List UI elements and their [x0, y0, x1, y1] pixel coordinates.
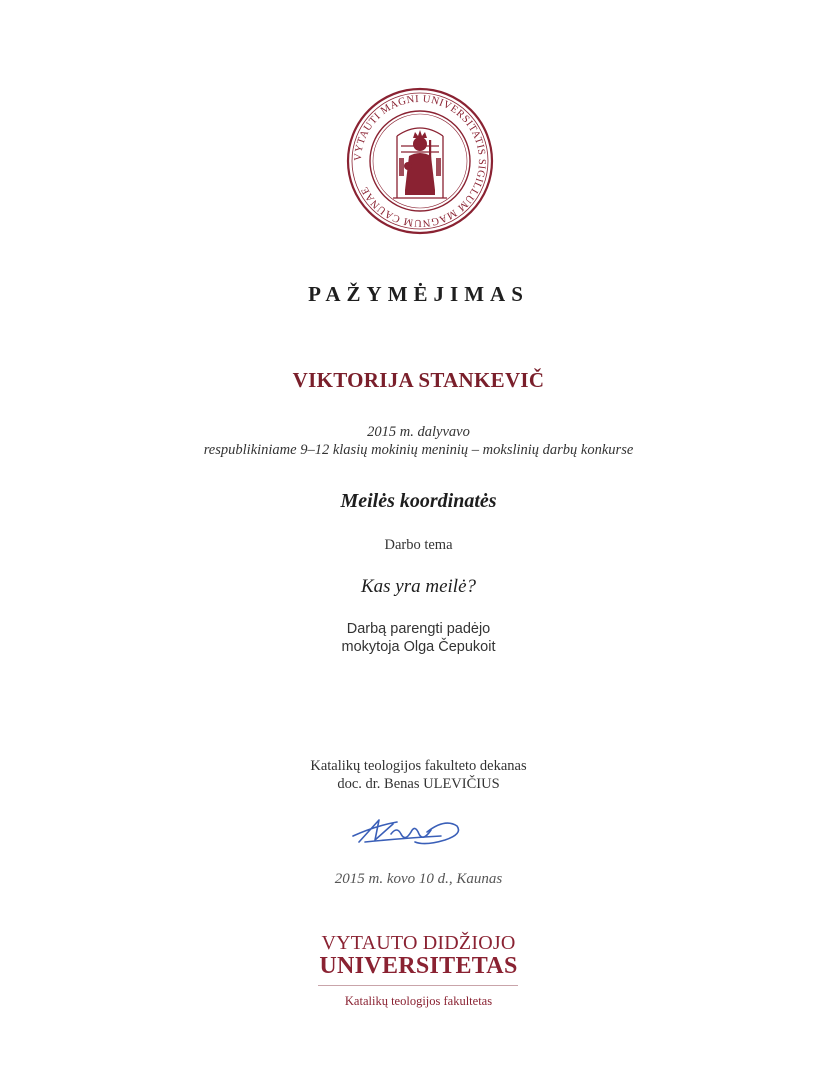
contest-name: Meilės koordinatės — [340, 490, 497, 512]
helper-name: mokytoja Olga Čepukoit — [341, 639, 496, 655]
handwritten-signature-icon — [345, 812, 465, 852]
seal-legend: VYTAUTI MAGNI UNIVERSITATIS SIGILLUM MAGNUM CAUNAE — [352, 93, 488, 229]
faculty-name: Katalikų teologijos fakultetas — [344, 994, 493, 1008]
university-name-line1: VYTAUTO DIDŽIOJO — [321, 932, 516, 954]
theme-label: Darbo tema — [384, 537, 453, 553]
participation-year: 2015 m. dalyvavo — [367, 424, 470, 440]
recipient-name: VIKTORIJA STANKEVIČ — [292, 368, 545, 392]
footer-divider — [318, 985, 518, 986]
signatory-position: Katalikų teologijos fakulteto dekanas — [310, 758, 527, 774]
signatory-name: doc. dr. Benas ULEVIČIUS — [337, 776, 500, 792]
university-name-line2: UNIVERSITETAS — [319, 953, 518, 979]
helper-label: Darbą parengti padėjo — [346, 621, 491, 637]
certificate-title: PAŽYMĖJIMAS — [308, 282, 529, 306]
participation-description: respublikiniame 9–12 klasių mokinių meninių – mokslinių darbų konkurse — [203, 442, 634, 458]
issue-date-place: 2015 m. kovo 10 d., Kaunas — [334, 871, 503, 887]
work-theme: Kas yra meilė? — [360, 576, 477, 597]
university-seal-icon — [345, 86, 495, 236]
